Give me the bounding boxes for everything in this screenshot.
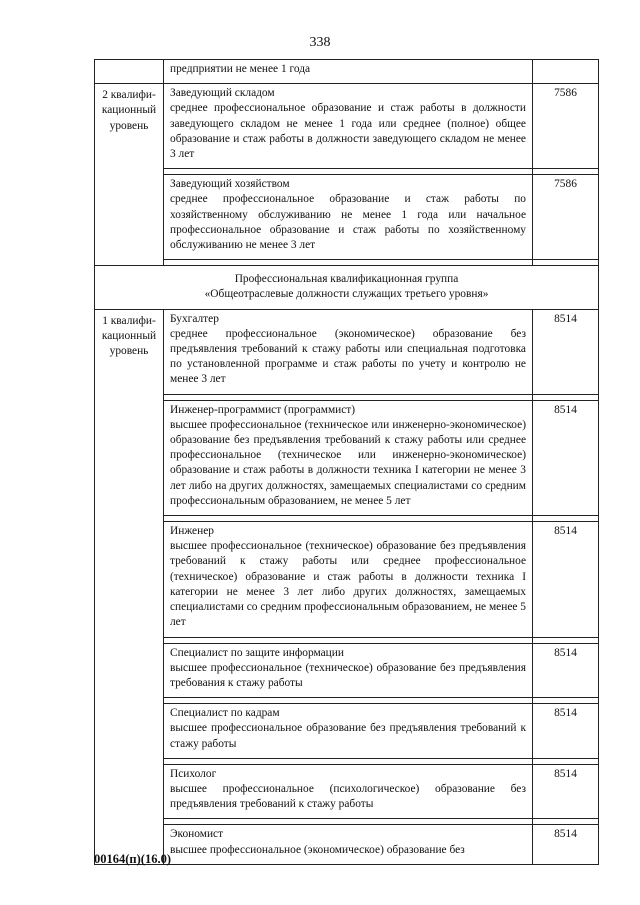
position-title: Специалист по защите информации	[170, 646, 344, 659]
salary-value: 8514	[533, 825, 599, 864]
group-heading-line: «Общеотраслевые должности служащих третьего уровня»	[204, 288, 489, 301]
position-requirements: высшее профессиональное образование без предъявления требований к стажу работы	[170, 722, 526, 750]
position-title: Заведующий складом	[170, 87, 275, 100]
table-row	[95, 175, 599, 260]
group-heading	[95, 266, 599, 309]
salary-value: 8514	[533, 643, 599, 698]
salary-value: 8514	[533, 704, 599, 759]
position-cell	[164, 522, 533, 637]
position-cell	[164, 825, 533, 864]
salary-value: 7586	[533, 84, 599, 169]
position-title: Специалист по кадрам	[170, 707, 280, 720]
salary-value: 8514	[533, 309, 599, 394]
salary-value: 8514	[533, 400, 599, 515]
position-cell	[164, 764, 533, 819]
salary-value: 8514	[533, 522, 599, 637]
position-title: Психолог	[170, 767, 217, 780]
position-cell	[164, 643, 533, 698]
table-row	[95, 400, 599, 515]
position-requirements: среднее профессиональное образование и стаж работы по хозяйственному обслуживанию не менее 1 года или начальное профессиональное образование и стаж работы по хозяйственному обслуживанию не менее 3 лет	[170, 193, 526, 252]
position-title: Инженер	[170, 525, 214, 538]
position-title: Экономист	[170, 828, 224, 841]
salary-value: 7586	[533, 175, 599, 260]
position-requirements: высшее профессиональное (техническое) образование без предъявления требования к стажу работы	[170, 661, 526, 689]
table-row	[95, 84, 599, 169]
table-row	[95, 60, 599, 84]
position-cell	[164, 175, 533, 260]
table-row	[95, 764, 599, 819]
position-requirements: высшее профессиональное (психологическое) образование без предъявления требований к стажу работы	[170, 782, 526, 811]
position-cell	[164, 84, 533, 169]
position-requirements: высшее профессиональное (техническое или инженерно-экономическое) образование без предъявления требований к стажу работы или среднее профессиональное (техническое или инженерно-экономическое) образование и стаж работы в должности техника I категории не менее 3 лет либо на других должностях, замещаемых специалистами со средним профессиональным образованием, не менее 5 лет	[170, 418, 526, 507]
position-cell	[164, 309, 533, 394]
table-row	[95, 522, 599, 637]
table-row	[95, 704, 599, 759]
qualification-table	[94, 59, 599, 865]
position-requirements: среднее профессиональное (экономическое) образование без предъявления требований к стажу работы или специальная подготовка по установленной программе и стаж работы по учету и контролю не менее 3 лет	[170, 327, 526, 386]
position-title: Заведующий хозяйством	[170, 178, 290, 191]
position-cell	[164, 704, 533, 759]
position-cell	[164, 400, 533, 515]
group-heading-line: Профессиональная квалификационная группа	[234, 273, 459, 286]
position-title: Бухгалтер	[170, 312, 219, 325]
group-heading-row	[95, 266, 599, 309]
document-code: 00164(п)(16.0)	[94, 852, 171, 866]
position-requirements: высшее профессиональное (техническое) образование без предъявления требований к стажу работы или среднее профессиональное (техническое) образование и стаж работы в должности техника I категории не менее 3 лет либо других должностях, замещаемых специалистами со средним профессиональным образованием, не менее 5 лет	[170, 540, 526, 629]
table-row	[95, 309, 599, 394]
qualification-level-label: 2 квалифи-кационный уровень	[95, 84, 164, 266]
position-requirements: высшее профессиональное (экономическое) образование без	[170, 843, 465, 856]
position-title: Инженер-программист (программист)	[170, 403, 356, 416]
continued-text: предприятии не менее 1 года	[164, 60, 533, 84]
salary-value: 8514	[533, 764, 599, 819]
page-number: 338	[309, 35, 331, 50]
table-row	[95, 643, 599, 698]
position-requirements: среднее профессиональное образование и стаж работы в должности заведующего складом не менее 1 года или среднее (полное) общее образование и стаж работы в должности заведующего складом не менее 3 лет	[170, 102, 526, 161]
qualification-level-label: 1 квалифи-кационный уровень	[95, 309, 164, 864]
